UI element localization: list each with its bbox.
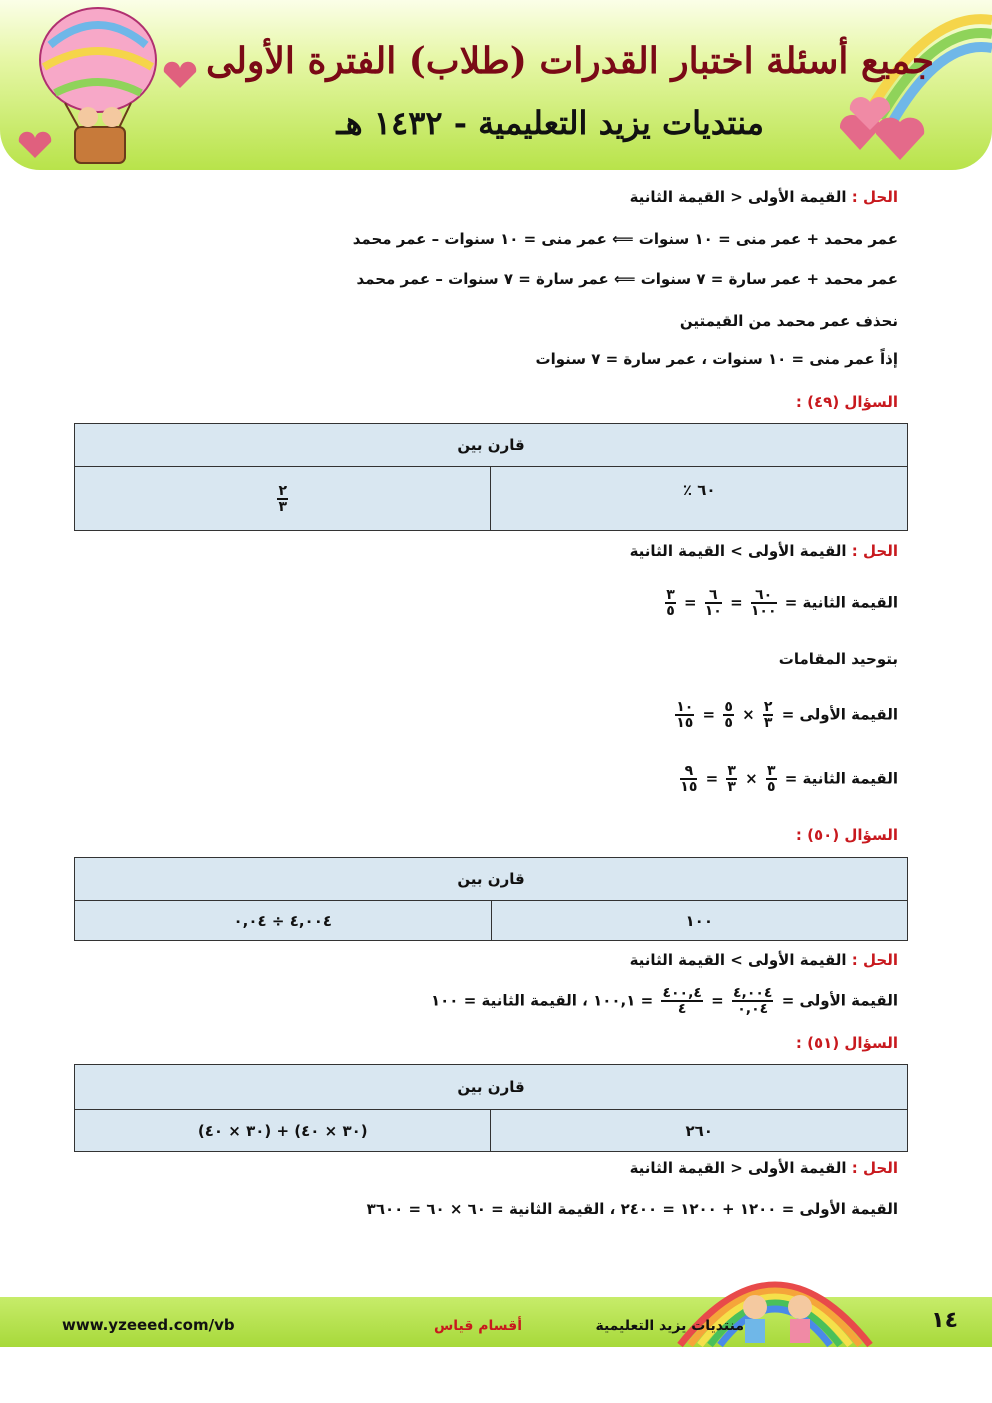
equation-label: القيمة الأولى = xyxy=(781,991,898,1010)
fraction: $\frac{١٠}{١٥}$ xyxy=(676,699,694,731)
equation-line: القيمة الأولى = $\frac{٤,٠٠٤}{٠,٠٤}$ = $\frac{٤٠٠,٤}{٤}$ = ١٠٠,١ ، القيمة الثانية = ١٠٠ xyxy=(431,985,898,1017)
text-line: نحذف عمر محمد من القيمتين xyxy=(679,312,898,330)
page-title: جميع أسئلة اختبار القدرات (طلاب) الفترة الأولى xyxy=(206,40,934,82)
solution-text: القيمة الأولى > القيمة الثانية xyxy=(629,951,847,969)
equation-line: القيمة الثانية = $\frac{٦٠}{١٠٠}$ = $\frac{٦}{١٠}$ = $\frac{٣}{٥}$ xyxy=(666,587,898,619)
table-header: قارن بين xyxy=(75,858,908,901)
fraction: $\frac{٥}{٥}$ xyxy=(724,699,733,731)
fraction: $\frac{٣}{٣}$ xyxy=(727,763,736,795)
solution-label: الحل : xyxy=(851,1159,898,1177)
footer-forum: منتديات يزيد التعليمية xyxy=(595,1318,744,1334)
solution-text: القيمة الأولى > القيمة الثانية xyxy=(629,542,847,560)
solution-line xyxy=(630,951,898,969)
compare-table xyxy=(74,423,908,531)
fraction: $\frac{٦٠}{١٠٠}$ xyxy=(750,587,777,619)
table-header: قارن بين xyxy=(75,424,908,467)
fraction: $\frac{٤٠٠,٤}{٤}$ xyxy=(662,985,702,1017)
table-cell-second: ١٠٠ xyxy=(491,901,907,941)
fraction: $\frac{٢}{٣}$ xyxy=(278,482,288,515)
fraction: $\frac{٢}{٣}$ xyxy=(763,699,773,731)
equation-line: القيمة الأولى = $\frac{٢}{٣}$ × $\frac{٥}{٥}$ = $\frac{١٠}{١٥}$ xyxy=(676,699,898,731)
footer-section: أقسام قياس xyxy=(433,1318,522,1334)
solution-label: الحل : xyxy=(851,951,898,969)
table-cell-second: ٢٦٠ xyxy=(491,1110,908,1152)
table-cell-second: ٦٠ ٪ xyxy=(491,467,908,531)
equation-label: القيمة الثانية = xyxy=(784,593,898,612)
table-cell-first: (٣٠ × ٤٠) + (٣٠ × ٤٠) xyxy=(75,1110,491,1152)
fraction: $\frac{٤,٠٠٤}{٠,٠٤}$ xyxy=(732,985,773,1017)
rainbow-kids-icon xyxy=(660,1245,890,1360)
table-cell-first: ٤,٠٠٤ ÷ ٠,٠٤ xyxy=(75,901,492,941)
rainbow-hearts-icon xyxy=(840,0,992,170)
solution-line xyxy=(630,542,898,560)
solution-line xyxy=(630,1159,898,1177)
fraction: $\frac{٩}{١٥}$ xyxy=(680,763,698,795)
solution-line xyxy=(630,188,898,206)
text-line: عمر محمد + عمر سارة = ٧ سنوات ⟸ عمر سارة = ٧ سنوات – عمر محمد xyxy=(356,270,898,288)
heart-icon xyxy=(15,130,55,160)
question-label: السؤال (٥١) : xyxy=(795,1034,898,1052)
compare-table xyxy=(74,1064,908,1152)
fraction: $\frac{٣}{٥}$ xyxy=(766,763,776,795)
fraction: $\frac{٦}{١٠}$ xyxy=(704,587,722,619)
equation-label: القيمة الثانية = xyxy=(784,769,898,788)
text-line: عمر محمد + عمر منى = ١٠ سنوات ⟸ عمر منى = ١٠ سنوات – عمر محمد xyxy=(352,230,898,248)
table-cell-first xyxy=(75,467,491,531)
question-label: السؤال (٥٠) : xyxy=(795,826,898,844)
equation-label: القيمة الأولى = xyxy=(781,705,898,724)
compare-table xyxy=(74,857,908,941)
solution-label: الحل : xyxy=(851,542,898,560)
fraction: $\frac{٣}{٥}$ xyxy=(666,587,675,619)
page-subtitle: منتديات يزيد التعليمية - ١٤٣٢ هـ xyxy=(336,104,764,142)
solution-text: القيمة الأولى < القيمة الثانية xyxy=(629,1159,847,1177)
text-line: إذاً عمر منى = ١٠ سنوات ، عمر سارة = ٧ سنوات xyxy=(535,350,898,368)
footer-url[interactable]: www.yzeeed.com/vb xyxy=(62,1316,235,1334)
equation-line: القيمة الثانية = $\frac{٣}{٥}$ × $\frac{٣}{٣}$ = $\frac{٩}{١٥}$ xyxy=(680,763,898,795)
text-line: القيمة الأولى = ١٢٠٠ + ١٢٠٠ = ٢٤٠٠ ، القيمة الثانية = ٦٠ × ٦٠ = ٣٦٠٠ xyxy=(366,1200,898,1218)
question-label: السؤال (٤٩) : xyxy=(795,393,898,411)
page-number: ١٤ xyxy=(931,1308,958,1333)
solution-label: الحل : xyxy=(851,188,898,206)
solution-text: القيمة الأولى < القيمة الثانية xyxy=(629,188,847,206)
table-header: قارن بين xyxy=(75,1065,908,1110)
text-line: بتوحيد المقامات xyxy=(778,650,898,668)
equation-rest: = ١٠٠,١ ، القيمة الثانية = ١٠٠ xyxy=(431,991,654,1010)
